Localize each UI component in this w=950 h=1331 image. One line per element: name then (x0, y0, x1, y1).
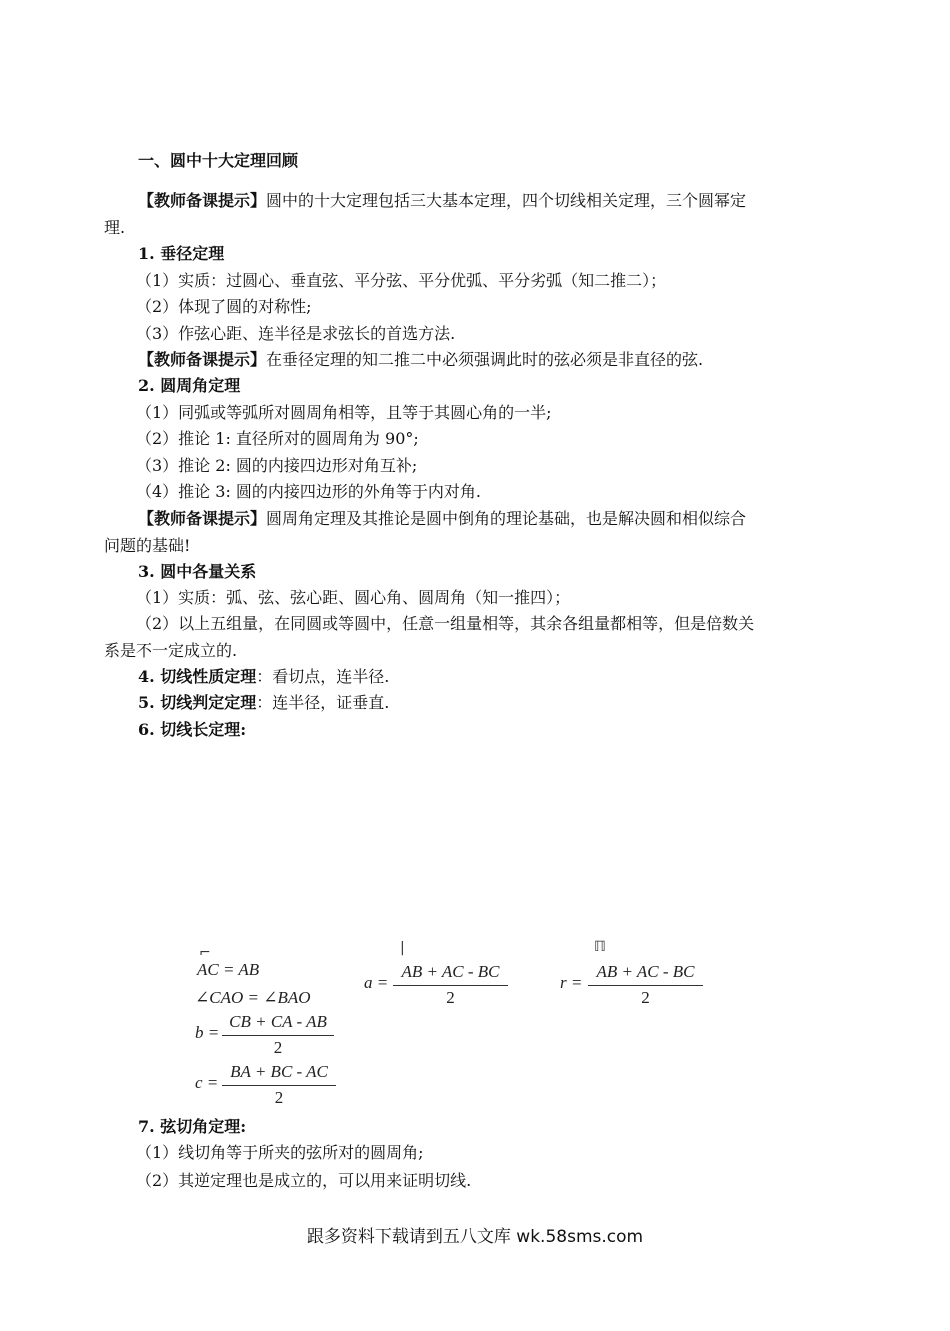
formula-c-numerator: BA + BC - AC (230, 1062, 328, 1081)
formula-mark: ℿ (594, 939, 606, 955)
footer-download-link[interactable]: 跟多资料下载请到五八文库 wk.58sms.com (306, 1227, 644, 1247)
section-2-item: （2）推论 1: 直径所对的圆周角为 90°; (136, 429, 419, 448)
formula-mark: ⌐ (199, 945, 211, 961)
section-1-item: （3）作弦心距、连半径是求弦长的首选方法. (136, 324, 456, 343)
fraction-bar (588, 985, 703, 986)
formula-b-lhs: b = (195, 1023, 220, 1042)
section-7-item: （1）线切角等于所夹的弦所对的圆周角; (136, 1143, 424, 1162)
section-5-text: ：连半径，证垂直. (256, 693, 390, 712)
intro-tag: 【教师备课提示】 (138, 191, 267, 210)
section-2-item: （1）同弧或等弧所对圆周角相等，且等于其圆心角的一半; (136, 403, 552, 422)
section-2-item: （4）推论 3: 圆的内接四边形的外角等于内对角. (136, 482, 482, 501)
formula-c-frac (222, 1062, 336, 1110)
intro-line-2: 理. (104, 218, 126, 237)
formula-b-numerator: CB + CA - AB (229, 1012, 327, 1031)
formula-mark: | (400, 940, 405, 956)
section-4-title: 4. 切线性质定理 (138, 667, 257, 686)
formula-r-frac (588, 962, 703, 1010)
section-3-item-cont: 系是不一定成立的. (104, 641, 238, 660)
formula-b-denominator: 2 (273, 1038, 283, 1057)
page-heading: 一、圆中十大定理回顾 (138, 151, 299, 170)
formula-ac-ab: AC = AB (197, 960, 260, 979)
fraction-bar (222, 1085, 336, 1086)
formula-c-lhs: c = (195, 1073, 219, 1092)
section-4 (138, 667, 389, 687)
formula-b-frac (222, 1012, 334, 1060)
section-5 (138, 693, 389, 713)
section-2-tip-cont: 问题的基础! (104, 536, 191, 555)
section-4-text: ：看切点，连半径. (256, 667, 390, 686)
section-2-item: （3）推论 2: 圆的内接四边形对角互补; (136, 456, 418, 475)
fraction-bar (393, 985, 508, 986)
fraction-bar (222, 1035, 334, 1036)
section-2-tip (138, 509, 746, 529)
section-3-item: （2）以上五组量，在同圆或等圆中，任意一组量相等，其余各组量都相等，但是倍数关 (136, 614, 755, 633)
formula-c-denominator: 2 (274, 1088, 284, 1107)
intro-text-1: 圆中的十大定理包括三大基本定理，四个切线相关定理，三个圆幂定 (266, 191, 747, 210)
section-7-title: 7. 弦切角定理: (138, 1117, 247, 1136)
tip-text: 圆周角定理及其推论是圆中倒角的理论基础，也是解决圆和相似综合 (266, 509, 747, 528)
section-3-title: 3. 圆中各量关系 (138, 562, 257, 581)
formula-a-frac (393, 962, 508, 1010)
formula-r-denominator: 2 (641, 988, 650, 1007)
section-1-item: （1）实质：过圆心、垂直弦、平分弦、平分优弧、平分劣弧（知二推二）； (136, 271, 667, 290)
formula-a-lhs: a = (364, 973, 389, 992)
tip-text: 在垂径定理的知二推二中必须强调此时的弦必须是非直径的弦. (266, 350, 704, 369)
formula-r-numerator: AB + AC - BC (596, 962, 695, 981)
formula-r-lhs: r = (560, 973, 583, 992)
tip-tag: 【教师备课提示】 (138, 350, 267, 369)
formula-angle: ∠CAO = ∠BAO (195, 988, 311, 1007)
section-1-title: 1. 垂径定理 (138, 244, 225, 263)
section-1-item: （2）体现了圆的对称性; (136, 297, 312, 316)
formula-a-numerator: AB + AC - BC (401, 962, 500, 981)
section-5-title: 5. 切线判定定理 (138, 693, 257, 712)
section-6-title: 6. 切线长定理: (138, 720, 247, 739)
section-7-item: （2）其逆定理也是成立的，可以用来证明切线. (136, 1171, 472, 1190)
formula-a-denominator: 2 (446, 988, 455, 1007)
section-1-tip (138, 350, 703, 370)
section-3-item: （1）实质：弧、弦、弦心距、圆心角、圆周角（知一推四）； (136, 588, 571, 607)
intro-line-1 (138, 191, 746, 211)
section-2-title: 2. 圆周角定理 (138, 376, 241, 395)
tip-tag: 【教师备课提示】 (138, 509, 267, 528)
